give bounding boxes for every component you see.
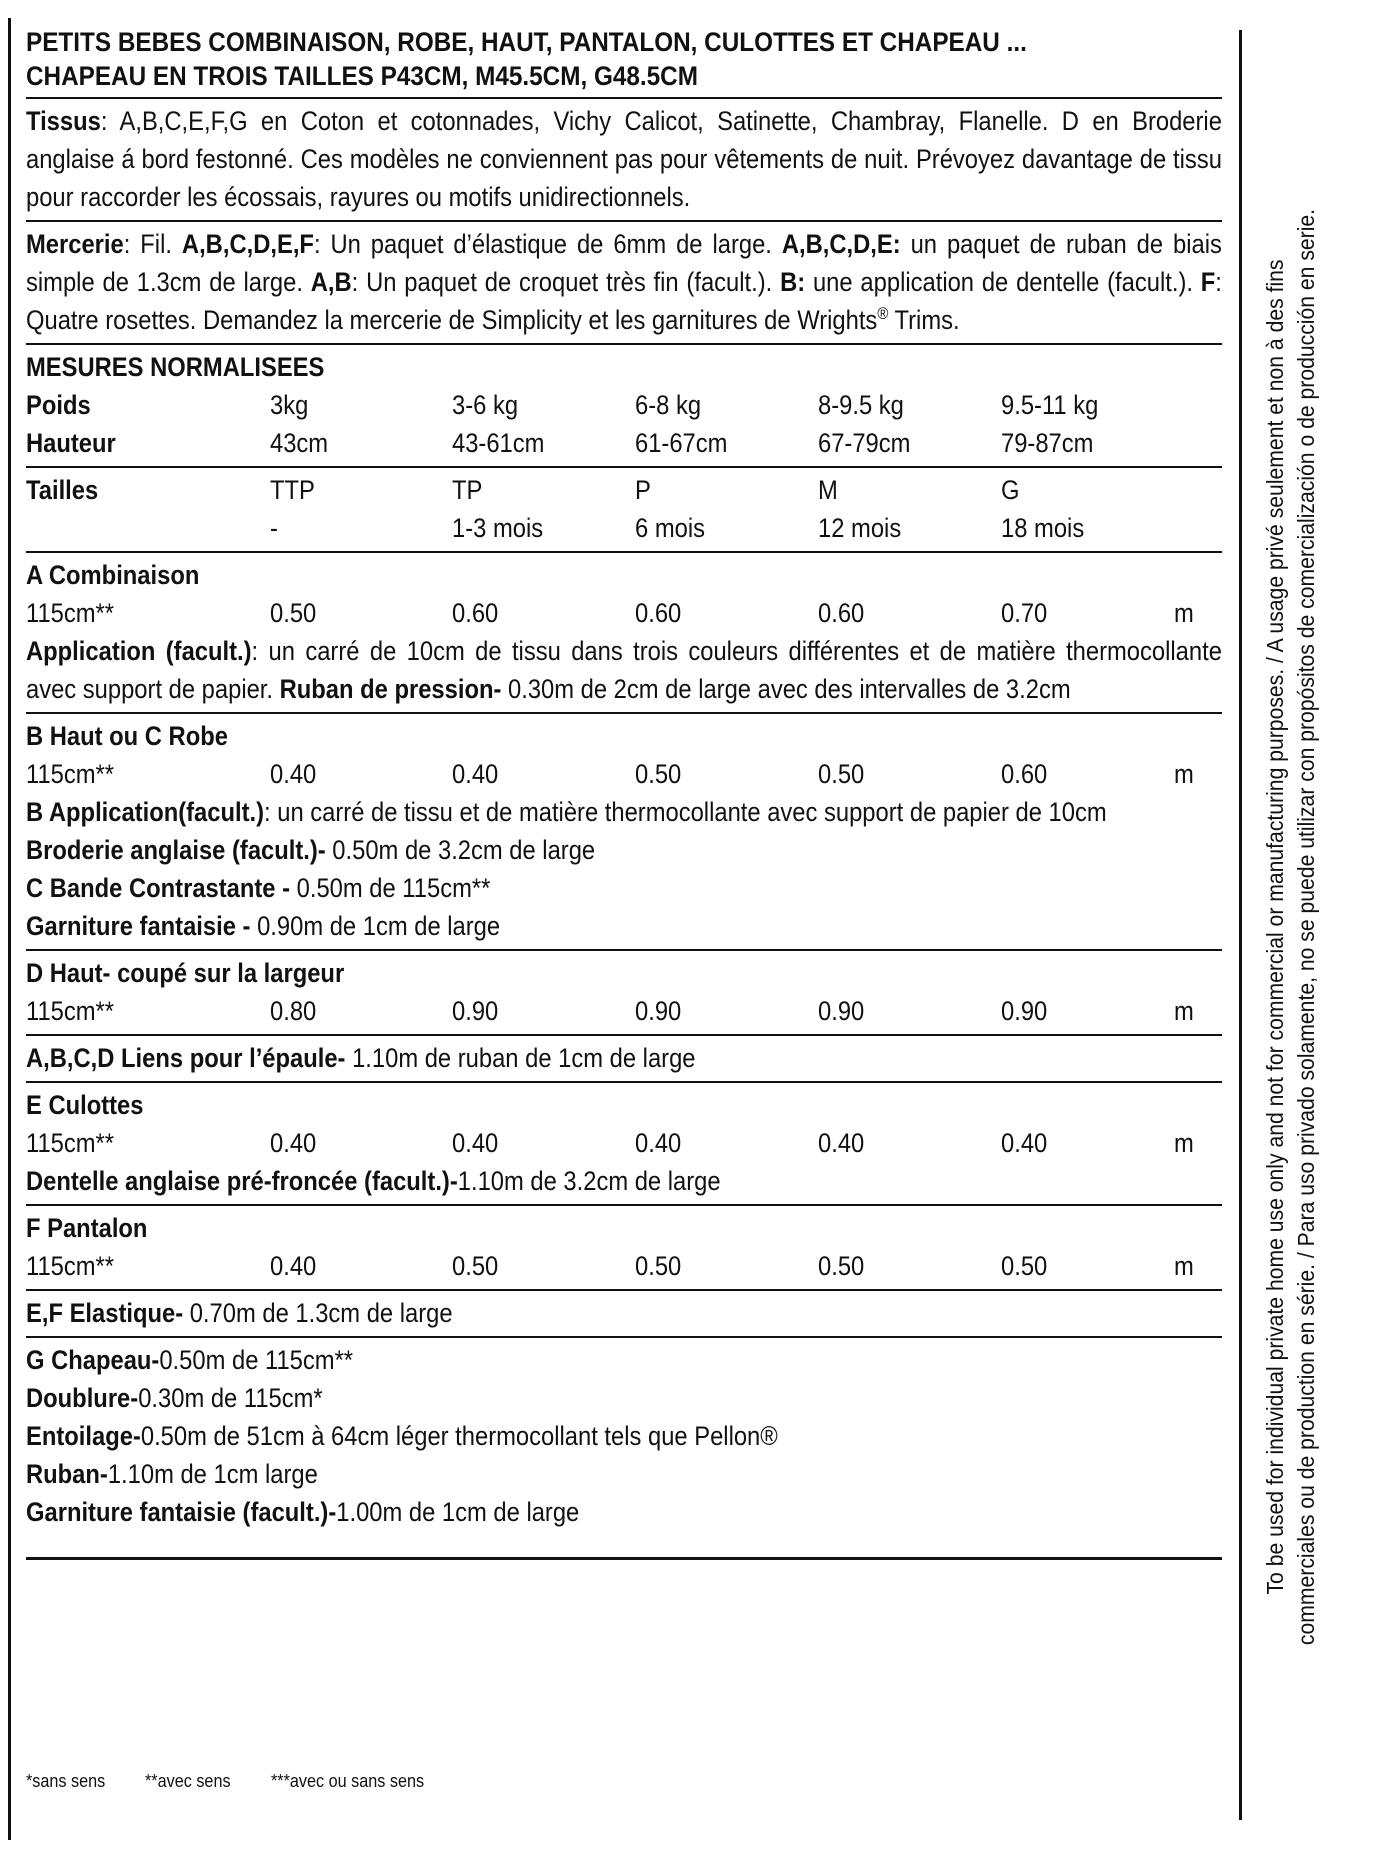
section-bc-heading: B Haut ou C Robe	[26, 721, 228, 751]
hauteur-value: 43-61cm	[452, 428, 545, 458]
elastique-line	[26, 1294, 1222, 1332]
yardage-value: 0.90	[635, 996, 682, 1026]
ages-row	[26, 509, 1222, 547]
tailles-section	[26, 468, 1222, 553]
section-bc-notes	[26, 793, 1222, 831]
title-line-2: CHAPEAU EN TROIS TAILLES P43CM, M45.5CM, G48.5CM	[26, 61, 698, 91]
section-a-heading: A Combinaison	[26, 560, 200, 590]
unit: m	[1174, 1128, 1194, 1158]
section-g-line	[26, 1493, 1222, 1531]
unit: m	[1174, 759, 1194, 789]
main-content	[26, 22, 1222, 1560]
yardage-value: 0.40	[818, 1128, 865, 1158]
notes-bold: Garniture fantaisie (facult.)-	[26, 1497, 337, 1527]
section-bc-line	[26, 907, 1222, 945]
notes-text: 0.90m de 1cm de large	[250, 911, 501, 941]
age-value: -	[270, 513, 278, 543]
section-a	[26, 553, 1222, 714]
liens-section	[26, 1036, 1222, 1083]
yardage-value: 0.40	[452, 1128, 499, 1158]
yardage-value: 0.90	[1001, 996, 1048, 1026]
notes-bold: B Application(facult.)	[26, 797, 265, 827]
section-a-notes	[26, 632, 1222, 708]
mercerie-section	[26, 222, 1222, 345]
fabric-width: 115cm**	[26, 1251, 115, 1281]
mercerie-t6: : Quatre rosettes. Demandez la mercerie de Simplicity et les garnitures de Wrights	[26, 267, 1222, 335]
mercerie-t5: une application de dentelle (facult.).	[805, 267, 1201, 297]
notes-text: 1.10m de ruban de 1cm de large	[345, 1043, 696, 1073]
hauteur-label: Hauteur	[26, 428, 116, 458]
section-g-line	[26, 1379, 1222, 1417]
yardage-value: 0.40	[452, 759, 499, 789]
taille-value: M	[818, 475, 838, 505]
hauteur-value: 79-87cm	[1001, 428, 1094, 458]
notes-text: 1.10m de 1cm large	[107, 1459, 318, 1489]
left-rule	[8, 18, 11, 1840]
notes-text: : un carré de 10cm de tissu dans trois couleurs différentes et de matière thermocollante avec support de papier.	[26, 636, 1222, 704]
section-e-notes	[26, 1162, 1222, 1200]
age-value: 18 mois	[1001, 513, 1085, 543]
notes-bold: Ruban de pression-	[279, 674, 502, 704]
mercerie-text	[26, 225, 1222, 339]
section-g-line	[26, 1417, 1222, 1455]
poids-label: Poids	[26, 390, 91, 420]
yardage-value: 0.40	[270, 1128, 317, 1158]
mercerie-b3: A,B	[310, 267, 352, 297]
section-f-heading: F Pantalon	[26, 1213, 148, 1243]
mercerie-t4: : Un paquet de croquet très fin (facult.).	[351, 267, 781, 297]
elastique-section	[26, 1291, 1222, 1338]
fabric-row	[26, 755, 1222, 793]
liens-line	[26, 1039, 1222, 1077]
hauteur-value: 61-67cm	[635, 428, 728, 458]
mesures-heading: MESURES NORMALISEES	[26, 352, 325, 382]
mercerie-label: Mercerie	[26, 229, 124, 259]
right-rule	[1239, 30, 1242, 1820]
tissus-label: Tissus	[26, 106, 101, 136]
age-value: 12 mois	[818, 513, 902, 543]
poids-value: 3kg	[270, 390, 309, 420]
notes-text: 1.00m de 1cm de large	[336, 1497, 580, 1527]
section-bc-line	[26, 831, 1222, 869]
yardage-value: 0.90	[452, 996, 499, 1026]
notes-bold: Ruban-	[26, 1459, 108, 1489]
notes-bold: A,B,C,D Liens pour l’épaule-	[26, 1043, 346, 1073]
section-g-line	[26, 1341, 1222, 1379]
notes-text: 0.30m de 2cm de large avec des intervalles de 3.2cm	[501, 674, 1071, 704]
mercerie-b5: F	[1200, 267, 1216, 297]
notes-text: 1.10m de 3.2cm de large	[457, 1166, 721, 1196]
title-line-1: PETITS BEBES COMBINAISON, ROBE, HAUT, PANTALON, CULOTTES ET CHAPEAU ...	[26, 27, 1027, 57]
notes-text: 0.50m de 3.2cm de large	[325, 835, 596, 865]
notes-bold: Dentelle anglaise pré-froncée (facult.)-	[26, 1166, 458, 1196]
yardage-value: 0.50	[635, 1251, 682, 1281]
hauteur-value: 67-79cm	[818, 428, 911, 458]
yardage-value: 0.50	[452, 1251, 499, 1281]
taille-value: TP	[452, 475, 483, 505]
notes-bold: G Chapeau-	[26, 1345, 160, 1375]
age-value: 1-3 mois	[452, 513, 544, 543]
title-section	[26, 22, 1222, 99]
legend-avec-sens: **avec sens	[145, 1771, 231, 1791]
section-bc	[26, 714, 1222, 951]
legend-sans-sens: *sans sens	[26, 1771, 106, 1791]
yardage-value: 0.50	[1001, 1251, 1048, 1281]
tissus-text	[26, 102, 1222, 216]
mercerie-b2: A,B,C,D,E:	[781, 229, 901, 259]
yardage-value: 0.50	[270, 598, 317, 628]
fabric-width: 115cm**	[26, 759, 115, 789]
poids-row	[26, 386, 1222, 424]
mercerie-b1: A,B,C,D,E,F	[181, 229, 314, 259]
notes-text: 0.50m de 115cm**	[159, 1345, 354, 1375]
yardage-value: 0.60	[818, 598, 865, 628]
yardage-value: 0.70	[1001, 598, 1048, 628]
section-g-line	[26, 1455, 1222, 1493]
registered-mark: ®	[877, 304, 889, 323]
yardage-value: 0.50	[635, 759, 682, 789]
section-bc-line	[26, 869, 1222, 907]
tailles-label: Tailles	[26, 475, 99, 505]
fabric-row	[26, 1124, 1222, 1162]
yardage-value: 0.40	[1001, 1128, 1048, 1158]
fabric-row	[26, 1247, 1222, 1285]
section-d	[26, 951, 1222, 1036]
taille-value: P	[635, 475, 651, 505]
legend-avec-ou-sans-sens: ***avec ou sans sens	[271, 1771, 425, 1791]
mesures-section	[26, 345, 1222, 468]
section-f	[26, 1206, 1222, 1291]
notes-text: 0.50m de 115cm**	[290, 873, 491, 903]
notes-bold: E,F Elastique-	[26, 1298, 184, 1328]
poids-value: 6-8 kg	[635, 390, 702, 420]
yardage-value: 0.60	[1001, 759, 1048, 789]
fabric-row	[26, 594, 1222, 632]
section-d-heading: D Haut- coupé sur la largeur	[26, 958, 345, 988]
yardage-value: 0.50	[818, 1251, 865, 1281]
notes-text: 0.30m de 115cm*	[138, 1383, 323, 1413]
notes-bold: Broderie anglaise (facult.)-	[26, 835, 326, 865]
fabric-row	[26, 992, 1222, 1030]
notes-bold: Garniture fantaisie -	[26, 911, 251, 941]
usage-notice-line-1: To be used for individual private home use only and not for commercial or manufacturing purposes. / A usage privé seulement et non à des fins	[1262, 259, 1288, 1595]
yardage-value: 0.90	[818, 996, 865, 1026]
notes-bold: Doublure-	[26, 1383, 139, 1413]
fabric-width: 115cm**	[26, 1128, 115, 1158]
fabric-width: 115cm**	[26, 598, 115, 628]
taille-value: TTP	[270, 475, 315, 505]
unit: m	[1174, 1251, 1194, 1281]
notes-text: : un carré de tissu et de matière thermocollante avec support de papier de 10cm	[264, 797, 1107, 827]
notes-bold: Entoilage-	[26, 1421, 141, 1451]
tissus-section	[26, 99, 1222, 222]
poids-value: 3-6 kg	[452, 390, 519, 420]
tailles-row	[26, 471, 1222, 509]
notes-bold: C Bande Contrastante -	[26, 873, 291, 903]
age-value: 6 mois	[635, 513, 705, 543]
notes-text: 0.70m de 1.3cm de large	[183, 1298, 453, 1328]
section-e	[26, 1083, 1222, 1206]
yardage-value: 0.40	[270, 759, 317, 789]
mercerie-b4: B:	[780, 267, 806, 297]
yardage-value: 0.60	[452, 598, 499, 628]
yardage-value: 0.50	[818, 759, 865, 789]
mercerie-t3: un paquet de ruban de biais simple de 1.3cm de large.	[26, 229, 1222, 297]
unit: m	[1174, 598, 1194, 628]
section-e-heading: E Culottes	[26, 1090, 144, 1120]
usage-notice	[1260, 107, 1340, 1747]
mercerie-t1: : Fil.	[123, 229, 182, 259]
mercerie-t2: : Un paquet d’élastique de 6mm de large.	[313, 229, 782, 259]
poids-value: 9.5-11 kg	[1001, 390, 1099, 420]
yardage-value: 0.60	[635, 598, 682, 628]
hauteur-value: 43cm	[270, 428, 329, 458]
taille-value: G	[1001, 475, 1020, 505]
tissus-body: : A,B,C,E,F,G en Coton et cotonnades, Vichy Calicot, Satinette, Chambray, Flanelle. D en Broderie anglaise á bord festonné. Ces modèles ne conviennent pas pour vêtements de nuit. Prévoyez davantage de tissu pour raccorder les écossais, rayures ou motifs unidirectionnels.	[26, 106, 1222, 212]
notes-bold: Application (facult.)	[26, 636, 252, 666]
unit: m	[1174, 996, 1194, 1026]
yardage-value: 0.40	[270, 1251, 317, 1281]
usage-notice-line-2: commerciales ou de production en série. / Para uso privado solamente, no se puede utilizar con propósitos de comercialización o de producción en serie.	[1293, 208, 1319, 1646]
yardage-value: 0.80	[270, 996, 317, 1026]
yardage-value: 0.40	[635, 1128, 682, 1158]
section-g	[26, 1338, 1222, 1560]
hauteur-row	[26, 424, 1222, 462]
notes-text: 0.50m de 51cm à 64cm léger thermocollant tels que Pellon®	[140, 1421, 778, 1451]
fabric-width: 115cm**	[26, 996, 115, 1026]
mercerie-t7: Trims.	[888, 305, 960, 335]
poids-value: 8-9.5 kg	[818, 390, 904, 420]
footer-legend	[26, 1770, 467, 1792]
